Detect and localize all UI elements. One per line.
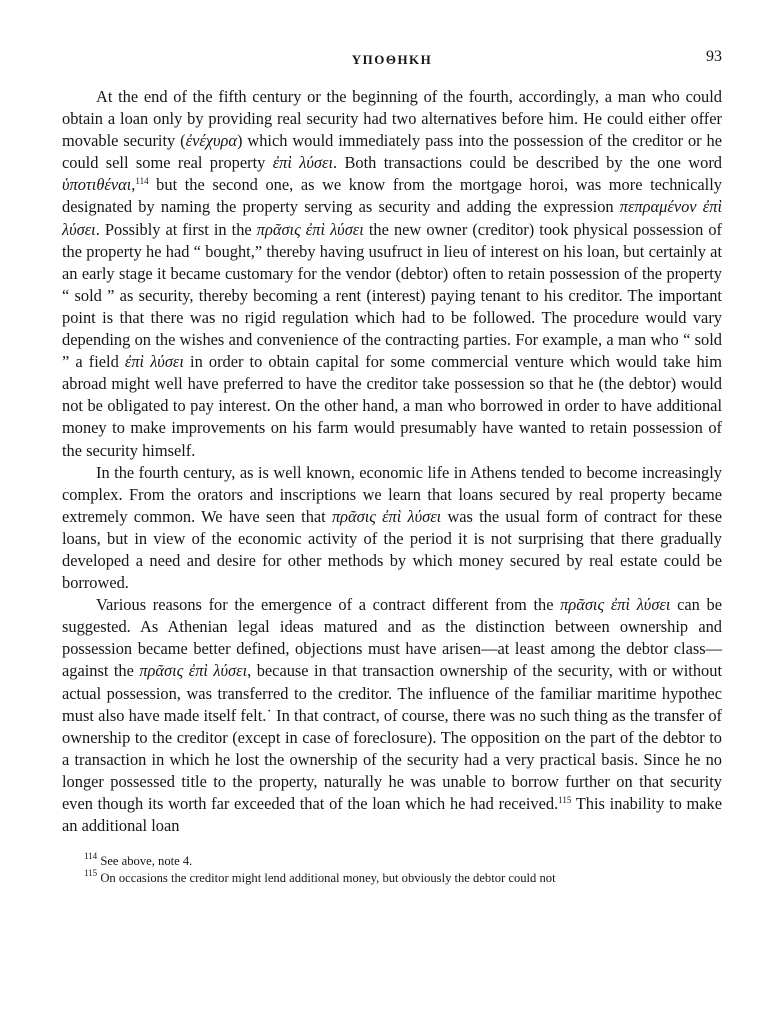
text-run: . Possibly at first in the — [95, 219, 257, 239]
paragraph — [62, 86, 722, 462]
paragraph — [62, 462, 722, 595]
page-number: 93 — [706, 48, 722, 65]
text-run: At the end of the fifth century or the beginning of the fourth, accordingly, a man who could obtain a loan only by providing real security had two alternatives before him. He could either offer movable security ( — [62, 87, 722, 151]
greek-term: πρᾶσις ἐπὶ λύσει — [331, 506, 442, 526]
footnote-text: See above, note 4. — [97, 854, 193, 869]
page-header — [62, 48, 722, 70]
footnote-number: 114 — [84, 851, 98, 862]
footnote-number: 115 — [84, 867, 98, 878]
text-run: the new owner (creditor) took physical possession of the property he had “ bought,” thereby having usufruct in lieu of interest on his loan, but certainly at an early stage it became customary for the vendor (debtor) often to retain possession of the property “ sold ” as security, thereby becoming a rent (interest) paying tenant to his creditor. The important point is that there was no rigid regulation which had to be followed. The procedure would vary depending on the wishes and convenience of the contracting parties. For example, a man who “ sold ” a field — [62, 219, 723, 372]
text-run: In the fourth century, as is well known, economic life in Athens tended to become increasingly complex. From the orators and inscriptions we learn that loans secured by real property became extremely common. We have seen that — [62, 462, 722, 526]
greek-term: πρᾶσις ἐπὶ λύσει — [139, 661, 248, 681]
text-run: in order to obtain capital for some commercial venture which would take him abroad might well have preferred to have the creditor take possession so that he (the debtor) would not be obligated to pay interest. On the other hand, a man who borrowed in order to have additional money to make improvements on his farm would presumably have wanted to retain possession of the security himself. — [62, 352, 722, 460]
greek-term: ὑποτιθέναι — [62, 175, 132, 195]
page — [62, 48, 722, 886]
text-run: was the usual form of contract for these loans, but in view of the economic activity of the period it is not surprising that there gradually developed a need and desire for other methods by which money secured by real estate could be borrowed. — [62, 506, 723, 593]
footnote-text: On occasions the creditor might lend additional money, but obviously the debtor could not — [97, 870, 556, 885]
footnote — [62, 853, 722, 870]
text-run: ) which would immediately pass into the possession of the creditor or he could sell some real property — [62, 131, 722, 173]
greek-term: ἐπὶ λύσει — [124, 352, 184, 372]
footnote-reference: 115 — [558, 795, 572, 805]
text-run: can be suggested. As Athenian legal ideas matured and as the distinction between ownership and possession became better defined, objections must have arisen—at least among the debtor class—against the — [62, 595, 722, 681]
greek-term: πρᾶσις ἐπὶ λύσει — [560, 595, 671, 615]
text-run: Various reasons for the emergence of a contract different from the — [96, 595, 561, 615]
running-head: ΥΠΟΘΗΚΗ — [351, 52, 433, 67]
text-run: This inability to make an additional loan — [62, 794, 722, 836]
paragraph — [62, 594, 722, 837]
body-text — [62, 86, 722, 837]
greek-term: πεπραμένον ἐπὶ λύσει — [62, 197, 723, 239]
greek-term: ἐνέχυρα — [185, 131, 238, 151]
text-run: . Both transactions could be described by the one word — [333, 153, 722, 173]
greek-term: πρᾶσις ἐπὶ λύσει — [256, 219, 364, 239]
text-run: , because in that transaction ownership of the security, with or without actual possession, was transferred to the creditor. The influence of the familiar maritime hypothec must also have made itself felt.˙ In that contract, of course, there was no such thing as the transfer of ownership to the creditor (except in case of foreclosure). The opposition on the part of the debtor to a transaction in which he lost the ownership of the security had a very practical basis. Since he no longer possessed title to the property, naturally he was unable to borrow further on that security even though its worth far exceeded that of the loan which he had received. — [62, 661, 722, 813]
text-run: but the second one, as we know from the mortgage horoi, was more technically designated by naming the property serving as security and adding the expression — [62, 175, 722, 217]
footnote — [62, 867, 722, 887]
greek-term: ἐπὶ λύσει — [272, 153, 333, 173]
footnotes — [62, 853, 722, 886]
text-run: , — [131, 175, 136, 195]
footnote-reference: 114 — [135, 176, 149, 187]
